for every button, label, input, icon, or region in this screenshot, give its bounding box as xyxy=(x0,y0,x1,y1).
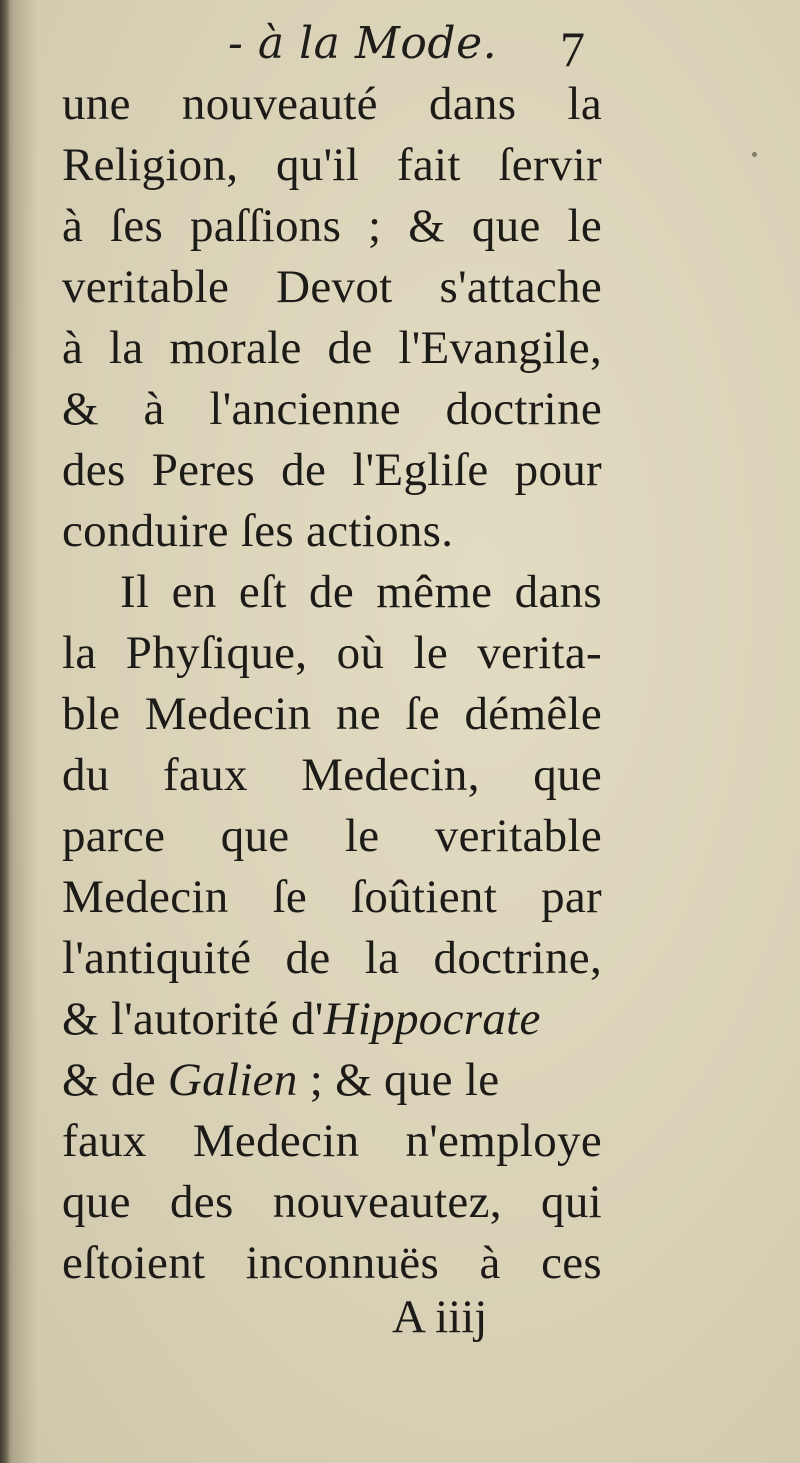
text-line: la Phyſique, où le verita- xyxy=(62,627,602,679)
italic-name-hippocrate: Hippocrate xyxy=(323,993,541,1045)
paper-speck xyxy=(752,152,757,157)
text-line: une nouveauté dans la xyxy=(62,78,602,130)
signature-mark: A iiij xyxy=(392,1291,488,1343)
text-line: Medecin ſe ſoûtient par xyxy=(62,871,602,923)
text-line xyxy=(62,989,602,1050)
text-run: ; & que le xyxy=(297,1054,500,1106)
text-line: ble Medecin ne ſe démêle xyxy=(62,688,602,740)
text-line: l'antiquité de la doctrine, xyxy=(62,932,602,984)
text-line: conduire ſes actions. xyxy=(62,505,454,557)
running-head: - à la Mode. xyxy=(228,18,498,69)
text-run: & de xyxy=(62,1054,168,1106)
text-line: faux Medecin n'employe xyxy=(62,1115,602,1167)
text-line-paragraph-start: Il en eſt de même dans xyxy=(120,566,602,618)
text-line: eſtoient inconnuës à ces xyxy=(62,1237,602,1289)
text-line: que des nouveautez, qui xyxy=(62,1176,602,1228)
text-line xyxy=(62,1050,602,1111)
page-number: 7 xyxy=(560,21,585,77)
text-line: à la morale de l'Evangile, xyxy=(62,322,602,374)
text-line: parce que le veritable xyxy=(62,810,602,862)
text-line: du faux Medecin, que xyxy=(62,749,602,801)
text-run: & l'autorité d' xyxy=(62,993,324,1045)
text-line: à ſes paſſions ; & que le xyxy=(62,200,602,252)
text-line: veritable Devot s'attache xyxy=(62,261,602,313)
body-text xyxy=(62,74,602,1294)
italic-name-galien: Galien xyxy=(167,1054,298,1106)
text-line: & à l'ancienne doctrine xyxy=(62,383,602,435)
text-line: Religion, qu'il fait ſervir xyxy=(62,139,602,191)
book-spine-shadow xyxy=(0,0,10,1463)
text-line: des Peres de l'Egliſe pour xyxy=(62,444,602,496)
